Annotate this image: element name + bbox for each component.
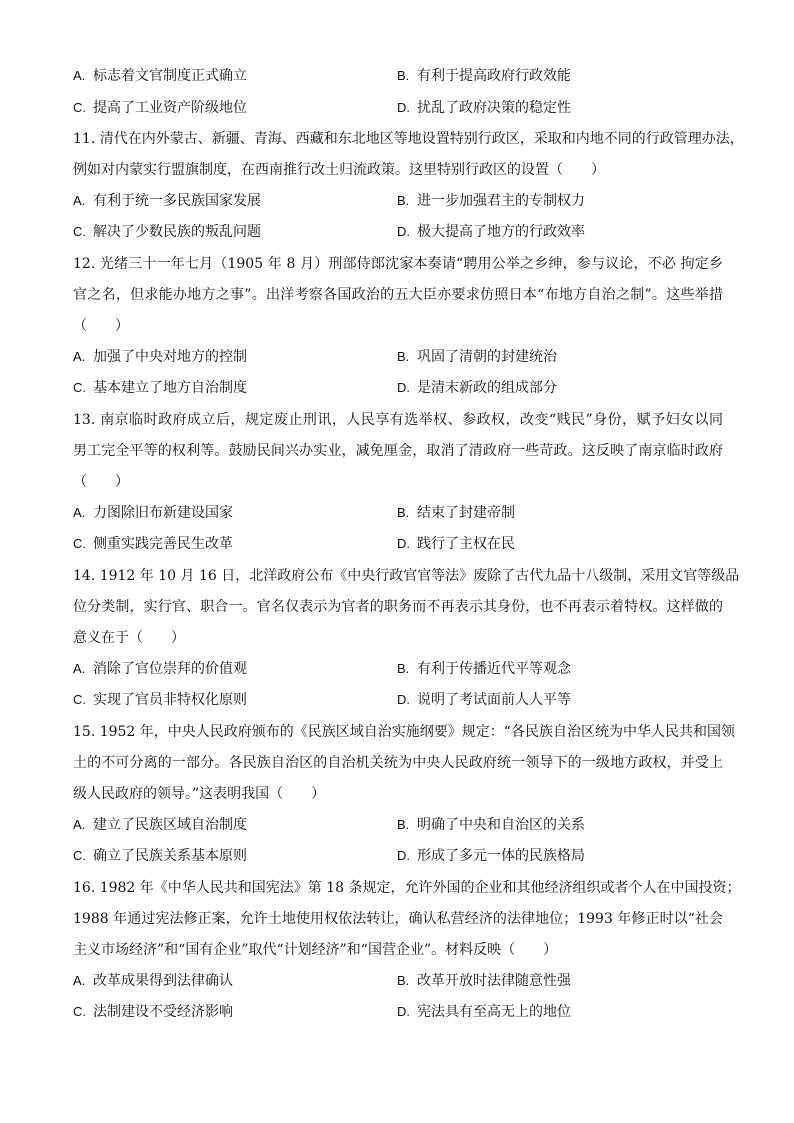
q11-stem-line: 例如对内蒙实行盟旗制度，在西南推行改土归流政策。这里特别行政区的设置（ ） [73, 162, 605, 178]
q14-option-b: B. 有利于传播近代平等观念 [397, 661, 571, 677]
q12-option-b: B. 巩固了清朝的封建统治 [397, 349, 557, 365]
q14-stem-line: 意义在于（ ） [73, 630, 185, 646]
q12-stem-line: 12. 光绪三十一年七月（1905 年 8 月）刑部侍郎沈家本奏请“聘用公举之乡绅，参与议论，不必 拘定乡 [73, 256, 723, 272]
q11-stem-line: 11. 清代在内外蒙古、新疆、青海、西藏和东北地区等地设置特别行政区，采取和内地不同的行政管理办法， [73, 131, 744, 147]
q16-option-a: A. 改革成果得到法律确认 [73, 973, 233, 989]
q10-option-d: D. 扰乱了政府决策的稳定性 [397, 100, 571, 116]
q12-option-a: A. 加强了中央对地方的控制 [73, 349, 247, 365]
q10-option-c: C. 提高了工业资产阶级地位 [73, 100, 247, 116]
q14-option-a: A. 消除了官位崇拜的价值观 [73, 661, 247, 677]
q15-stem-line: 级人民政府的领导。”这表明我国（ ） [73, 786, 326, 802]
q13-stem-line: 男工完全平等的权利等。鼓励民间兴办实业，减免厘金，取消了清政府一些苛政。这反映了南京临时政府 [73, 443, 723, 459]
q13-stem-line: （ ） [73, 474, 129, 490]
q13-option-c: C. 侧重实践完善民生改革 [73, 536, 233, 552]
q10-option-a: A. 标志着文官制度正式确立 [73, 68, 247, 84]
q11-option-b: B. 进一步加强君主的专制权力 [397, 193, 585, 209]
q15-option-b: B. 明确了中央和自治区的关系 [397, 817, 585, 833]
q13-stem-line: 13. 南京临时政府成立后，规定废止刑讯，人民享有选举权、参政权，改变“贱民”身份，赋予妇女以同 [73, 412, 723, 428]
q15-stem-line: 15. 1952 年，中央人民政府颁布的《民族区域自治实施纲要》规定：“各民族自治区统为中华人民共和国领 [73, 724, 735, 740]
q13-option-a: A. 力图除旧布新建设国家 [73, 505, 233, 521]
q14-option-d: D. 说明了考试面前人人平等 [397, 692, 571, 708]
q11-option-d: D. 极大提高了地方的行政效率 [397, 224, 585, 240]
q12-option-d: D. 是清末新政的组成部分 [397, 380, 557, 396]
q13-option-d: D. 践行了主权在民 [397, 536, 515, 552]
q15-option-c: C. 确立了民族关系基本原则 [73, 848, 247, 864]
q16-stem-line: 主义市场经济”和“国有企业”取代“计划经济”和“国营企业”。材料反映（ ） [73, 942, 558, 958]
q16-option-d: D. 宪法具有至高无上的地位 [397, 1004, 571, 1020]
q14-stem-line: 14. 1912 年 10 月 16 日，北洋政府公布《中央行政官官等法》废除了古代九品十八级制，采用文官等级品 [73, 568, 740, 584]
q16-stem-line: 16. 1982 年《中华人民共和国宪法》第 18 条规定，允许外国的企业和其他经济组织或者个人在中国投资； [73, 880, 741, 896]
q14-option-c: C. 实现了官员非特权化原则 [73, 692, 247, 708]
q16-option-c: C. 法制建设不受经济影响 [73, 1004, 233, 1020]
q12-stem-line: 官之名，但求能办地方之事”。出洋考察各国政治的五大臣亦要求仿照日本“布地方自治之制”。这些举措 [73, 287, 723, 303]
q15-option-d: D. 形成了多元一体的民族格局 [397, 848, 585, 864]
q13-option-b: B. 结束了封建帝制 [397, 505, 515, 521]
q16-stem-line: 1988 年通过宪法修正案，允许土地使用权依法转让，确认私营经济的法律地位；1993 年修正时以“社会 [73, 911, 723, 927]
q15-option-a: A. 建立了民族区域自治制度 [73, 817, 247, 833]
q16-option-b: B. 改革开放时法律随意性强 [397, 973, 571, 989]
q12-option-c: C. 基本建立了地方自治制度 [73, 380, 247, 396]
q15-stem-line: 土的不可分离的一部分。各民族自治区的自治机关统为中央人民政府统一领导下的一级地方政权，并受上 [73, 755, 723, 771]
q10-option-b: B. 有利于提高政府行政效能 [397, 68, 571, 84]
q11-option-c: C. 解决了少数民族的叛乱问题 [73, 224, 261, 240]
q11-option-a: A. 有利于统一多民族国家发展 [73, 193, 261, 209]
q12-stem-line: （ ） [73, 318, 129, 334]
q14-stem-line: 位分类制，实行官、职合一。官名仅表示为官者的职务而不再表示其身份，也不再表示着特权。这样做的 [73, 599, 723, 615]
